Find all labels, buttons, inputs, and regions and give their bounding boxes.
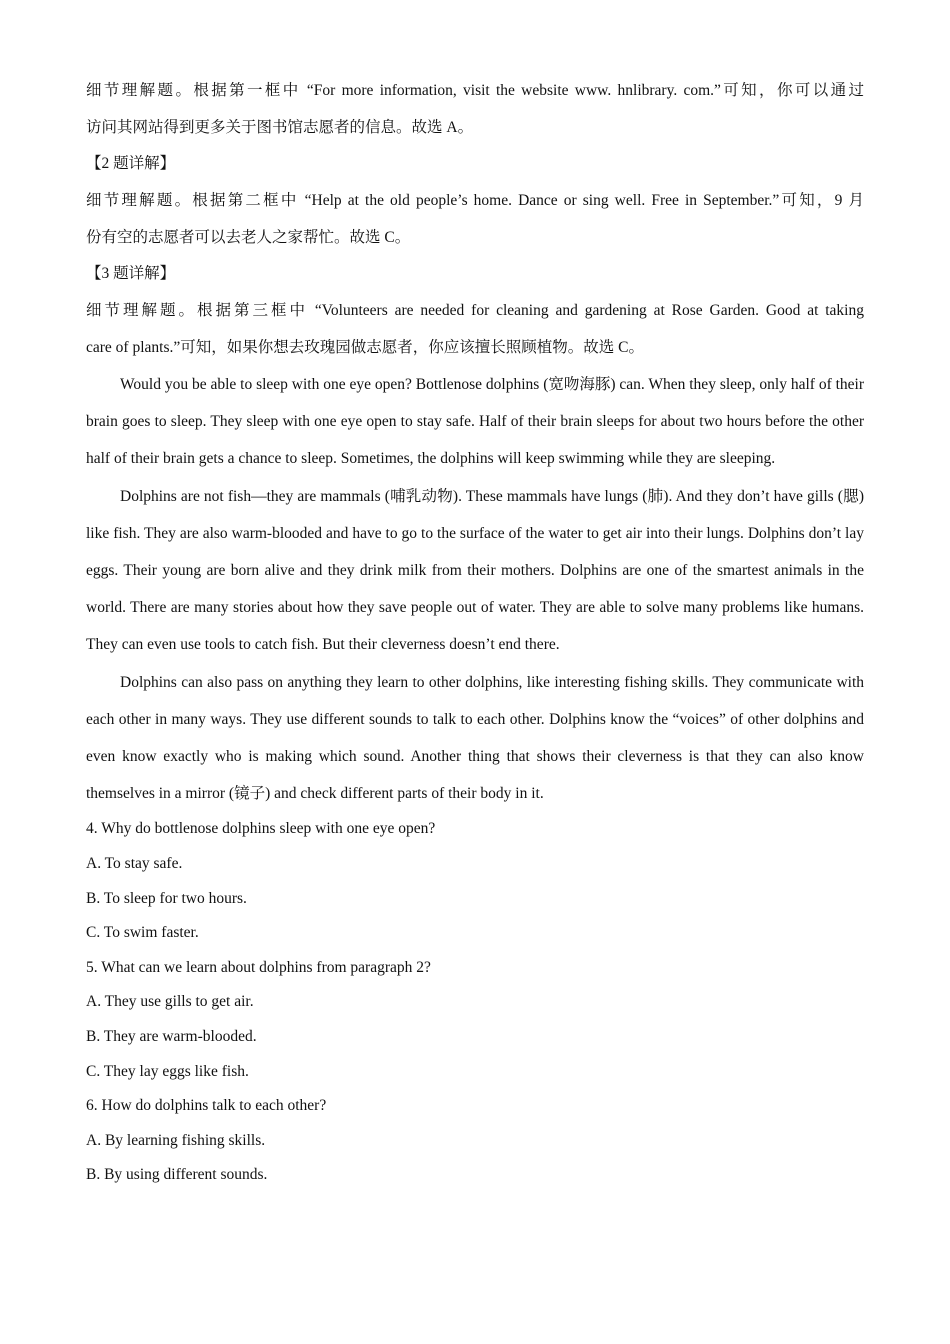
passage-paragraph-1: Would you be able to sleep with one eye open? Bottlenose dolphins (宽吻海豚) can. When they sleep, only half of their brain goes to sleep. They sleep with one eye open to stay safe. Half of their brain sleeps for about two hours before the other half of their brain gets a chance to sleep. Sometimes, the dolphins will keep swimming while they are sleeping. [86,376,865,468]
question-option: B. To sleep for two hours. [86,889,247,907]
question-option: A. By learning fishing skills. [86,1131,266,1149]
q3-explanation-line-1: 细节理解题。根据第三框中 “Volunteers are needed for cleaning and gardening at Rose Garden. Good at taking [86,302,864,319]
passage-paragraph-2: Dolphins are not fish—they are mammals (哺乳动物). These mammals have lungs (肺). And they don’t have gills (腮) like fish. They are also warm-blooded and have to go to the surface of the water to get air into their lungs. Dolphins don’t lay eggs. Their young are born alive and they drink milk from their mothers. Dolphins are one of the smartest animals in the world. There are many stories about how they save people out of water. They are able to solve many problems like humans. They can even use tools to catch fish. But their cleverness doesn’t end there. [86,487,864,654]
question-4 [86,812,864,950]
q2-explanation [86,182,864,256]
question-option: B. They are warm-blooded. [86,1028,257,1045]
q1-explanation-line-1: 细节理解题。根据第一框中 “For more information, visit the website www. hnlibrary. com.”可知，你可以通过 [86,82,864,99]
question-stem: 6. How do dolphins talk to each other? [86,1097,327,1115]
question-option: A. To stay safe. [86,855,183,873]
document-page [86,72,864,1193]
question-5 [86,951,864,1089]
question-option: B. By using different sounds. [86,1166,268,1184]
passage-paragraph-3: Dolphins can also pass on anything they learn to other dolphins, like interesting fishing skills. They communicate with each other in many ways. They use different sounds to talk to each other. Dolphins know the “voices” of other dolphins and even know exactly who is making which sound. Another thing that shows their cleverness is that they can also know themselves in a mirror (镜子) and check different parts of their body in it. [86,673,864,803]
question-option: A. They use gills to get air. [86,993,254,1011]
q1-explanation-line-2: 访问其网站得到更多关于图书馆志愿者的信息。故选 A。 [86,119,474,136]
question-6 [86,1089,864,1193]
q2-explanation-line-2: 份有空的志愿者可以去老人之家帮忙。故选 C。 [86,229,411,246]
question-stem: 5. What can we learn about dolphins from paragraph 2? [86,958,431,976]
question-stem: 4. Why do bottlenose dolphins sleep with one eye open? [86,820,436,838]
q1-explanation [86,72,864,146]
q3-heading: 【3 题详解】 [86,265,176,282]
question-option: C. They lay eggs like fish. [86,1062,249,1080]
q3-explanation-line-2: care of plants.”可知，如果你想去玫瑰园做志愿者，你应该擅长照顾植物。故选 C。 [86,339,644,356]
question-option: C. To swim faster. [86,924,199,942]
q2-explanation-line-1: 细节理解题。根据第二框中 “Help at the old people’s home. Dance or sing well. Free in September.”可知，9 月 [86,192,864,209]
q3-explanation [86,292,864,366]
q2-heading: 【2 题详解】 [86,155,176,172]
